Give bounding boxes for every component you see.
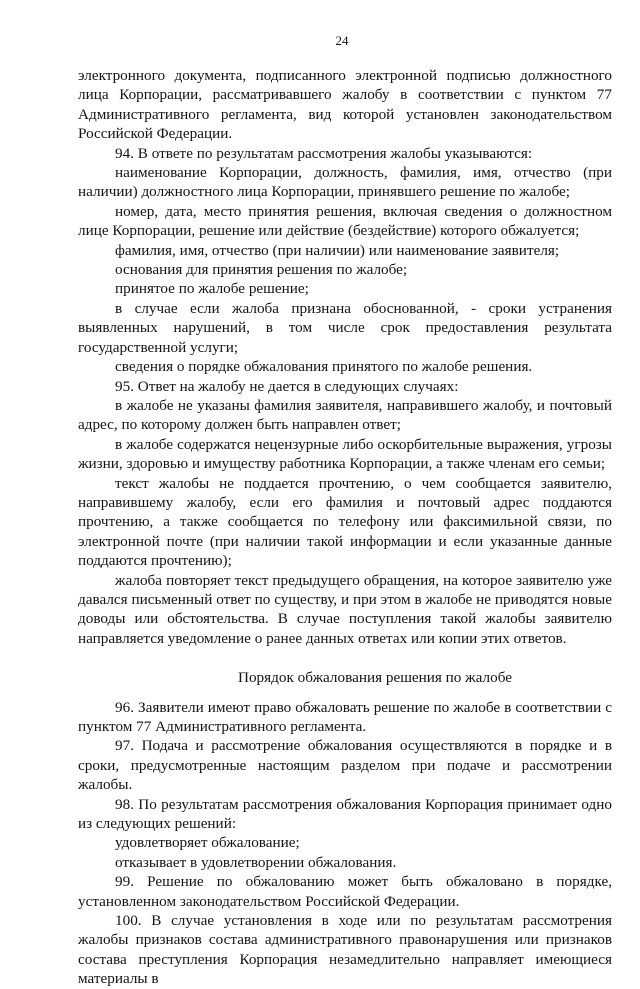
list-item: номер, дата, место принятия решения, включая сведения о должностном лице Корпорации, решение или действие (бездействие) которого обжалуется; [78, 202, 612, 240]
list-item: удовлетворяет обжалование; [115, 834, 300, 852]
paragraph: 95. Ответ на жалобу не дается в следующих случаях: [115, 377, 459, 395]
list-item: в жалобе не указаны фамилия заявителя, направившего жалобу, и почтовый адрес, по которому должен быть направлен ответ; [78, 396, 612, 434]
document-body [78, 66, 612, 989]
list-item: принятое по жалобе решение; [115, 280, 309, 298]
paragraph: 99. Решение по обжалованию может быть обжаловано в порядке, установленном законодательством Российской Федерации. [78, 873, 612, 910]
list-item: фамилия, имя, отчество (при наличии) или наименование заявителя; [115, 241, 560, 259]
paragraph: 96. Заявители имеют право обжаловать решение по жалобе в соответствии с пунктом 77 Административного регламента. [78, 698, 612, 735]
paragraph: 94. В ответе по результатам рассмотрения жалобы указываются: [115, 144, 533, 162]
page-number: 24 [335, 33, 349, 48]
list-item: в жалобе содержатся нецензурные либо оскорбительные выражения, угрозы жизни, здоровью и имуществу работника Корпорации, а также членам его семьи; [78, 435, 612, 473]
list-item: в случае если жалоба признана обоснованной, - сроки устранения выявленных нарушений, в том числе срок предоставления результата государственной услуги; [78, 299, 612, 356]
paragraph: 97. Подача и рассмотрение обжалования осуществляются в порядке и в сроки, предусмотренные настоящим разделом при подаче и рассмотрении жалобы. [78, 737, 612, 794]
list-item: текст жалобы не поддается прочтению, о чем сообщается заявителю, направившему жалобу, если его фамилия и почтовый адрес поддаются прочтению, а также сообщается по телефону или факсимильной связи, по электронной почте (при наличии такой информации и если указанные данные поддаются прочтению); [78, 474, 612, 570]
section-heading: Порядок обжалования решения по жалобе [237, 669, 512, 687]
paragraph: электронного документа, подписанного электронной подписью должностного лица Корпорации, рассматривавшего жалобу в соответствии с пунктом 77 Административного регламента, вид которой установлен законодательством Российской Федерации. [78, 67, 612, 143]
paragraph: 98. По результатам рассмотрения обжалования Корпорация принимает одно из следующих решений: [78, 795, 612, 833]
paragraph: 100. В случае установления в ходе или по результатам рассмотрения жалобы признаков состава административного правонарушения или признаков состава преступления Корпорация незамедлительно направляет имеющиеся материалы в [78, 912, 612, 988]
list-item: жалоба повторяет текст предыдущего обращения, на которое заявителю уже давался письменный ответ по существу, и при этом в жалобе не приводятся новые доводы или обстоятельства. В случае поступления такой жалобы заявителю направляется уведомление о ранее данных ответах или копии этих ответов. [78, 571, 612, 647]
list-item: отказывает в удовлетворении обжалования. [115, 853, 397, 871]
list-item: наименование Корпорации, должность, фамилия, имя, отчество (при наличии) должностного лица Корпорации, принявшего решение по жалобе; [78, 164, 612, 201]
list-item: основания для принятия решения по жалобе; [115, 261, 408, 279]
list-item: сведения о порядке обжалования принятого по жалобе решения. [115, 358, 533, 376]
